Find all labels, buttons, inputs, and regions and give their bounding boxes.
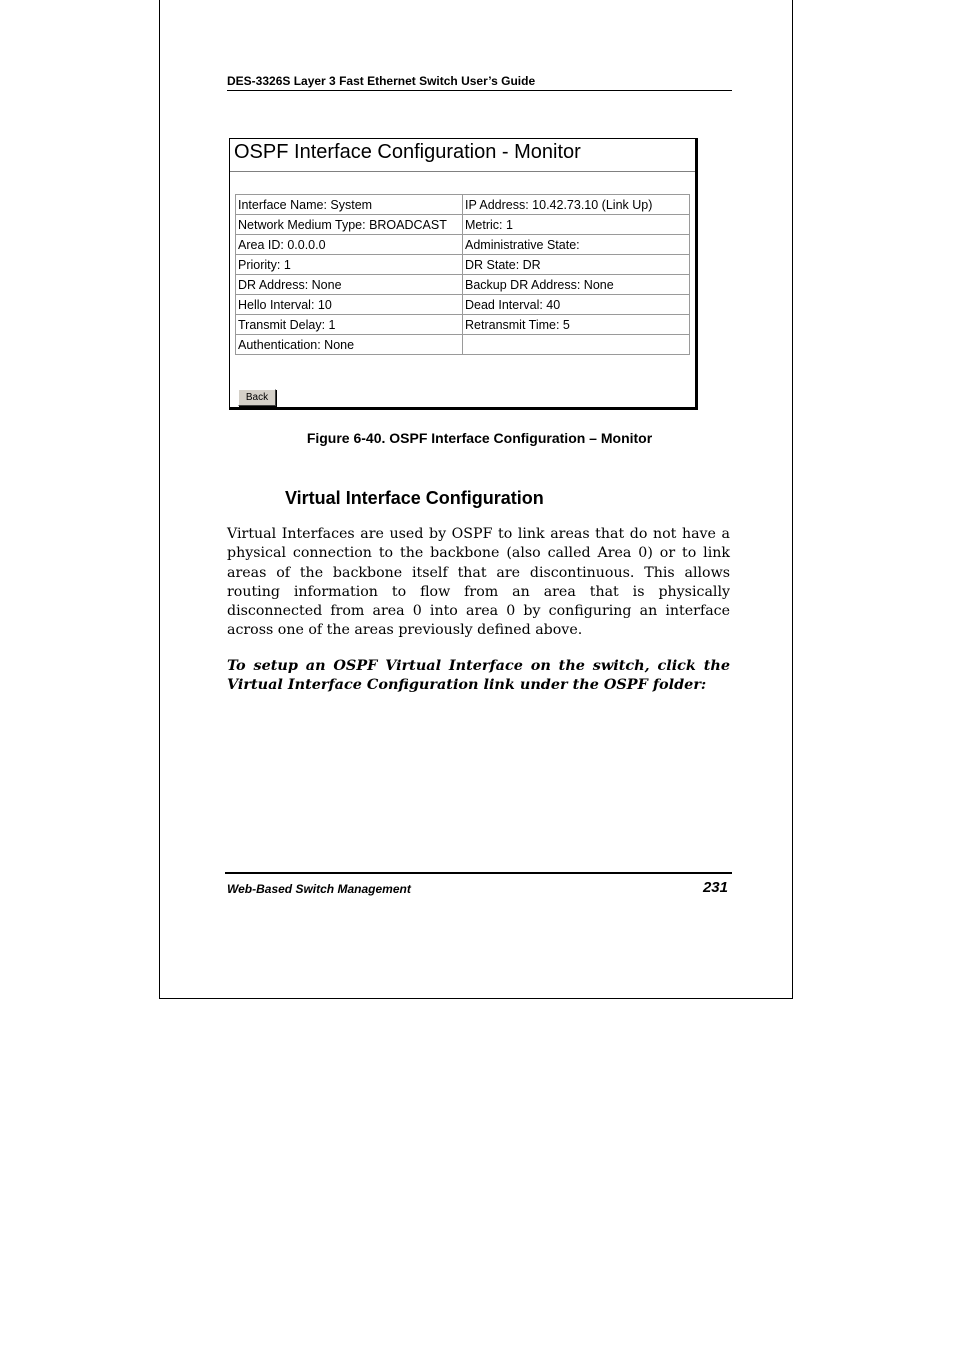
table-cell: Network Medium Type: BROADCAST <box>236 215 463 235</box>
table-row <box>236 235 690 255</box>
table-cell: Authentication: None <box>236 335 463 355</box>
table-cell: Retransmit Time: 5 <box>463 315 690 335</box>
back-button[interactable]: Back <box>238 389 276 406</box>
figure-caption: Figure 6-40. OSPF Interface Configuration – Monitor <box>306 430 653 446</box>
table-cell: Hello Interval: 10 <box>236 295 463 315</box>
table-row <box>236 275 690 295</box>
table-cell: IP Address: 10.42.73.10 (Link Up) <box>463 195 690 215</box>
running-header: DES-3326S Layer 3 Fast Ethernet Switch User’s Guide <box>227 74 732 91</box>
title-divider <box>230 171 695 172</box>
table-row <box>236 195 690 215</box>
body-paragraph: Virtual Interfaces are used by OSPF to link areas that do not have a physical connection to the backbone (also called Area 0) or to link areas of the backbone itself that are discontinuous. This allows routing information to flow from an area that is physically disconnected from area 0 into area 0 by configuring an interface across one of the areas previously defined above. <box>227 526 730 639</box>
table-cell: Backup DR Address: None <box>463 275 690 295</box>
table-row <box>236 295 690 315</box>
table-cell: Interface Name: System <box>236 195 463 215</box>
table-row <box>236 335 690 355</box>
footer-title: Web-Based Switch Management <box>227 882 411 896</box>
table-cell: Priority: 1 <box>236 255 463 275</box>
table-cell: Transmit Delay: 1 <box>236 315 463 335</box>
table-row <box>236 215 690 235</box>
table-row <box>236 255 690 275</box>
screenshot-title: OSPF Interface Configuration - Monitor <box>234 141 581 163</box>
table-row <box>236 315 690 335</box>
table-cell: Dead Interval: 40 <box>463 295 690 315</box>
table-cell: Administrative State: <box>463 235 690 255</box>
table-cell: Area ID: 0.0.0.0 <box>236 235 463 255</box>
table-cell: DR State: DR <box>463 255 690 275</box>
table-cell: DR Address: None <box>236 275 463 295</box>
instruction-paragraph: To setup an OSPF Virtual Interface on the switch, click the Virtual Interface Configuration link under the OSPF folder: <box>227 657 730 693</box>
interface-info-table <box>235 194 690 355</box>
section-heading: Virtual Interface Configuration <box>285 488 544 508</box>
footer-divider <box>225 872 732 874</box>
table-cell: Metric: 1 <box>463 215 690 235</box>
page-number: 231 <box>702 879 728 896</box>
table-cell <box>463 335 690 355</box>
ospf-monitor-screenshot <box>229 138 698 410</box>
